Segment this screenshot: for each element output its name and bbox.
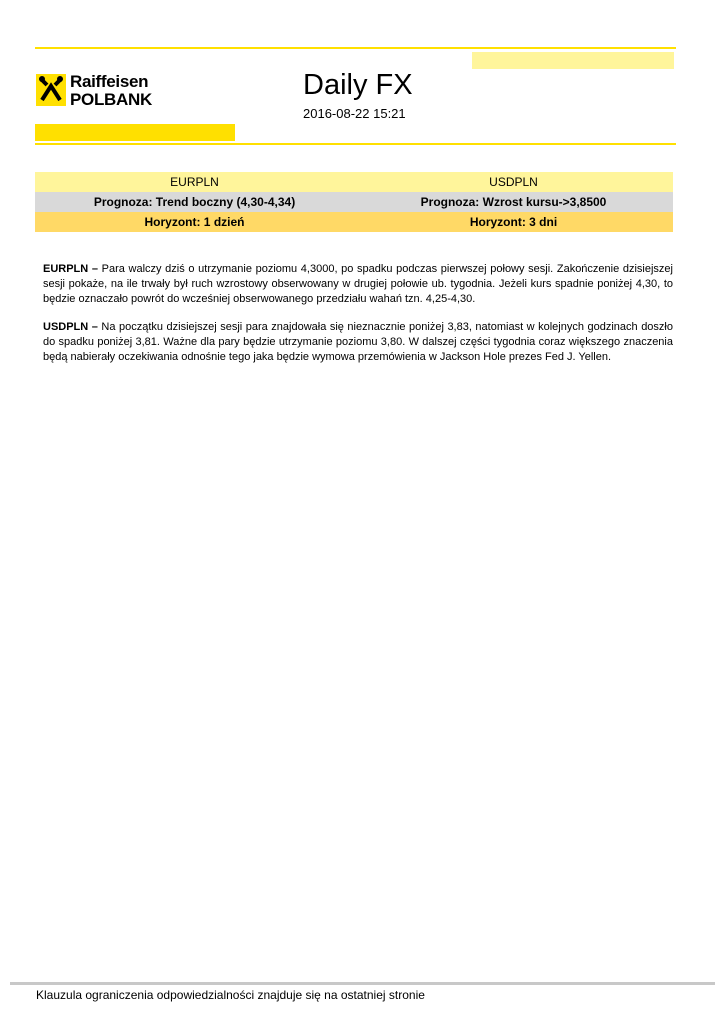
horizon-usdpln: Horyzont: 3 dni [354,212,673,232]
forecast-table [35,172,673,232]
commentary-text: Na początku dzisiejszej sesji para znajdowała się nieznacznie poniżej 3,83, natomiast w kolejnych godzinach doszło do spadku poniżej 3,81. Ważne dla pary będzie utrzymanie poziomu 3,80. W dalszej części tygodnia coraz większego znaczenia będą nabierały oczekiwania odnośnie tego jaka będzie wymowa przemówienia w Jackson Hole prezes Fed J. Yellen. [43,321,673,363]
forecast-usdpln: Prognoza: Wzrost kursu->3,8500 [354,192,673,212]
commentary-usdpln [43,320,673,365]
logo-gable-icon [36,72,68,108]
horizon-eurpln: Horyzont: 1 dzień [35,212,354,232]
commentary-text: Para walczy dziś o utrzymanie poziomu 4,3000, po spadku podczas pierwszej połowy sesji. Zakończenie dzisiejszej sesji pokaże, na ile trwały był ruch wzrostowy obserwowany w drugiej połowie ub. tygodnia. Jeżeli kurs spadnie poniżej 4,30, to będzie oznaczało powrót do wcześniej obserwowanego przedziału wahań tzn. 4,25-4,30. [43,263,673,305]
footer-rule [10,982,715,985]
header-rule [35,143,676,145]
forecast-eurpln: Prognoza: Trend boczny (4,30-4,34) [35,192,354,212]
top-right-bar [472,52,674,69]
pair-usdpln: USDPLN [354,172,673,192]
page-title: Daily FX [303,69,413,101]
brand-line1: Raiffeisen [70,72,149,91]
top-rule [35,47,676,49]
commentary-eurpln [43,262,673,307]
footer-disclaimer: Klauzula ograniczenia odpowiedzialności znajduje się na ostatniej stronie [36,988,425,1002]
commentary-label: EURPLN – [43,263,98,275]
report-date: 2016-08-22 15:21 [303,106,406,121]
pair-row [35,172,673,192]
pair-eurpln: EURPLN [35,172,354,192]
forecast-row [35,192,673,212]
horizon-row [35,212,673,232]
commentary-label: USDPLN – [43,321,98,333]
brand-line2: POLBANK [70,90,152,109]
header-left-bar [35,124,235,141]
